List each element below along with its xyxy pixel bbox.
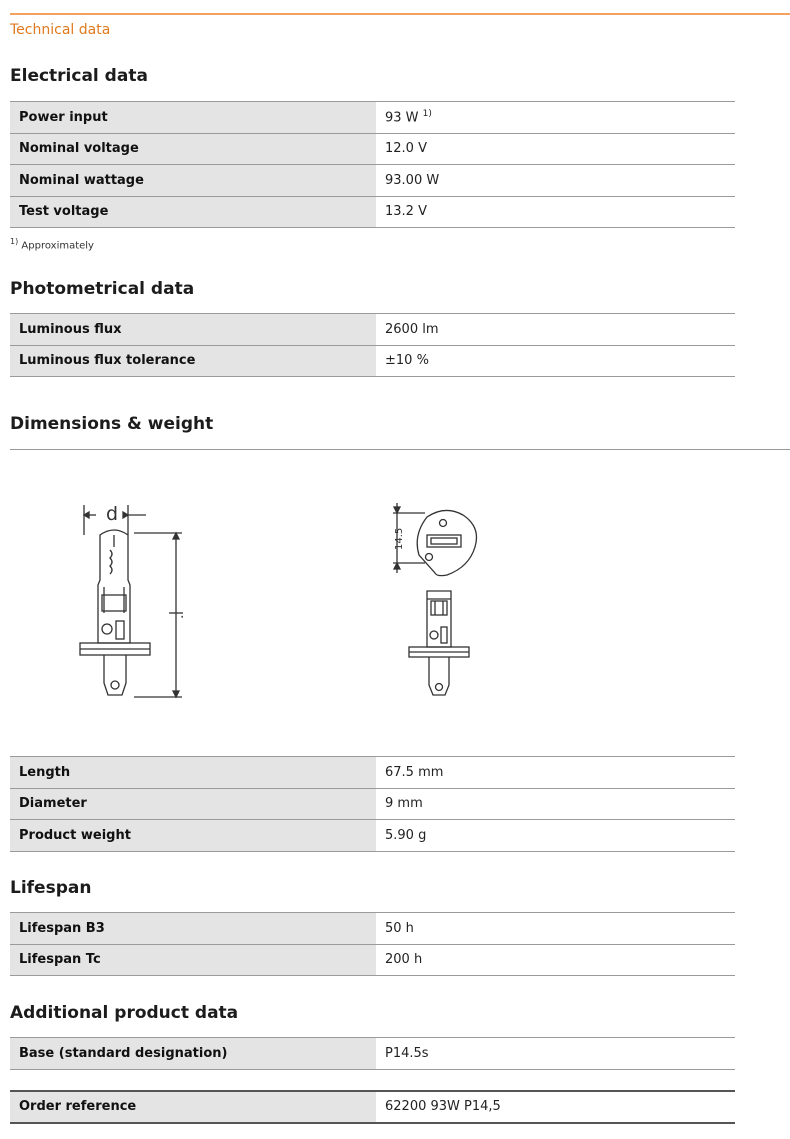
row-value: 13.2 V [376,196,735,228]
table-row [10,820,735,852]
table-row [10,1091,735,1123]
footnote-mark: 1) [10,237,19,246]
dimensions-table [10,756,735,852]
power-input-value: 93 W [385,110,419,126]
top-divider [10,13,790,15]
additional-table [10,1037,735,1070]
row-label: Power input [10,102,376,134]
row-label: Test voltage [10,196,376,228]
row-value: 200 h [376,944,735,976]
row-label: Luminous flux tolerance [10,345,376,377]
row-value: 67.5 mm [376,757,735,789]
photometrical-heading: Photometrical data [10,279,195,299]
footnote-ref: 1) [422,109,432,120]
length-label-svg: l [182,617,183,618]
row-value: 62200 93W P14,5 [376,1091,735,1123]
table-row [10,133,735,165]
table-row [10,757,735,789]
row-value: 50 h [376,913,735,945]
row-label: Nominal wattage [10,165,376,197]
table-row [10,196,735,228]
table-row [10,345,735,377]
table-row [10,314,735,346]
lifespan-table [10,912,735,976]
table-row [10,788,735,820]
table-row [10,913,735,945]
dimensions-heading: Dimensions & weight [10,414,214,434]
row-value: ±10 % [376,345,735,377]
bulb-base-view-drawing [385,495,495,705]
row-label: Diameter [10,788,376,820]
lifespan-heading: Lifespan [10,878,92,898]
row-label: Base (standard designation) [10,1038,376,1070]
table-row [10,1038,735,1070]
table-row [10,944,735,976]
electrical-table [10,101,735,228]
row-label: Lifespan B3 [10,913,376,945]
section-label: Technical data [10,22,111,38]
base-height-label: 14.5 [394,527,405,550]
section-divider [10,449,790,450]
row-value: P14.5s [376,1038,735,1070]
order-table [10,1090,735,1124]
row-value: 93.00 W [376,165,735,197]
bulb-side-view-drawing [70,495,200,710]
table-row [10,102,735,134]
row-value [376,102,735,134]
row-label: Lifespan Tc [10,944,376,976]
row-label: Nominal voltage [10,133,376,165]
row-value: 12.0 V [376,133,735,165]
row-value: 9 mm [376,788,735,820]
row-label: Luminous flux [10,314,376,346]
diameter-label: d [106,503,119,525]
photometrical-table [10,313,735,377]
additional-heading: Additional product data [10,1003,239,1023]
row-label: Order reference [10,1091,376,1123]
footnote-text: Approximately [21,240,94,252]
row-label: Length [10,757,376,789]
row-label: Product weight [10,820,376,852]
row-value: 5.90 g [376,820,735,852]
electrical-heading: Electrical data [10,66,148,86]
row-value: 2600 lm [376,314,735,346]
footnote [10,237,94,251]
table-row [10,165,735,197]
